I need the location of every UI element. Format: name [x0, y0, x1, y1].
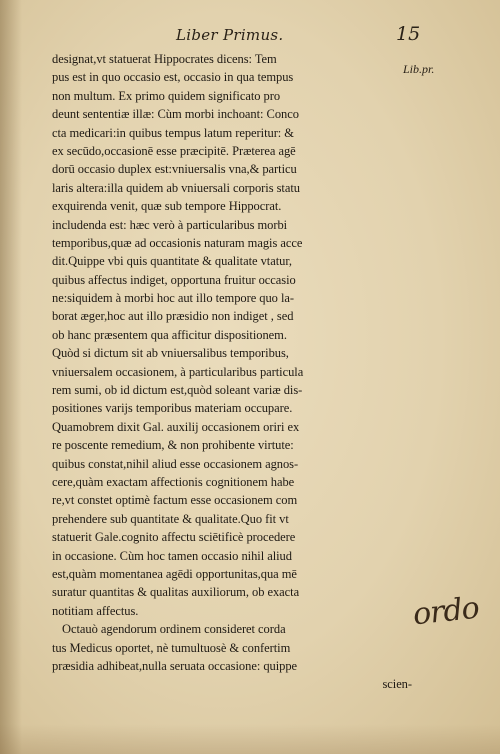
text-line: ob hanc præsentem qua afficitur dispositionem. [52, 327, 287, 342]
text-line: ex secūdo,occasionē esse præcipitē. Præterea agē [52, 143, 296, 158]
text-line: positiones varijs temporibus materiam occupare. [52, 401, 293, 416]
text-line: est,quàm momentanea agēdi opportunitas,qua mē [52, 566, 297, 581]
text-line: dorū occasio duplex est:vniuersalis vna,& particu [52, 162, 297, 177]
text-line: Quamobrem dixit Gal. auxilij occasionem oriri ex [52, 419, 300, 434]
text-line: designat,vt statuerat Hippocrates dicens: Tem [52, 52, 277, 66]
text-line: re poscente remedium, & non prohibente virtute: [52, 438, 294, 453]
text-line: ne:siquidem à morbi hoc aut illo tempore quo la- [52, 291, 294, 306]
text-line: includenda est: hæc verò à particularibus morbi [52, 217, 288, 232]
text-line: non multum. Ex primo quidem significato pro [52, 88, 281, 103]
page-header [0, 23, 500, 50]
text-line: borat æger,hoc aut illo præsidio non indiget , sed [52, 309, 294, 324]
text-line: quibus constat,nihil aliud esse occasionem agnos- [52, 456, 299, 471]
text-line: laris altera:illa quidem ab vniuersali corporis statu [52, 180, 300, 195]
text-line: pus est in quo occasio est, occasio in qua tempus [52, 70, 294, 85]
body-text [52, 50, 412, 694]
text-line: exquirenda venit, quæ sub tempore Hippocrat. [52, 199, 282, 214]
text-line: notitiam affectus. [52, 603, 139, 618]
text-line: præsidia adhibeat,nulla seruata occasione: quippe [52, 658, 298, 673]
text-line: tus Medicus oportet, nè tumultuosè & confertim [52, 640, 291, 655]
text-line: rem sumi, ob id dictum est,quòd soleant variæ dis- [52, 383, 303, 398]
catchword-line: scien- [382, 677, 412, 692]
text-line: re,vt constet optimè factum esse occasionem com [52, 493, 298, 508]
running-title: Liber Primus. [176, 26, 284, 44]
text-line: prehendere sub quantitate & qualitate.Quo fit vt [52, 511, 289, 526]
text-line: deunt sententiæ illæ: Cùm morbi inchoant: Conco [52, 107, 299, 122]
text-line: vniuersalem occasionem, à particularibus particula [52, 364, 304, 379]
text-line: dit.Quippe vbi quis quantitate & qualitate vtatur, [52, 254, 293, 269]
text-line: temporibus,quæ ad occasionis naturam magis acce [52, 235, 303, 250]
text-line: statuerit Gale.cognito affectu sciētificè procedere [52, 530, 296, 545]
text-line: quibus affectus indiget, opportuna fruitur occasio [52, 272, 296, 287]
text-line: suratur quantitas & qualitas auxiliorum, ob exacta [52, 585, 300, 600]
page-number: 15 [396, 23, 421, 45]
page-bottom-shadow [0, 724, 500, 754]
text-line: in occasione. Cùm hoc tamen occasio nihil aliud [52, 548, 292, 563]
text-line: Quòd si dictum sit ab vniuersalibus temporibus, [52, 346, 289, 361]
handwritten-annotation: ordo [411, 590, 481, 633]
text-line: cere,quàm exactam affectionis cognitionem habe [52, 474, 295, 489]
page-gutter-shadow [0, 0, 22, 754]
paragraph-start-line: Octauò agendorum ordinem consideret corda [62, 622, 286, 637]
text-line: cta medicari:in quibus tempus latum reperitur: & [52, 125, 294, 140]
marginal-note: Lib.pr. [403, 62, 435, 76]
